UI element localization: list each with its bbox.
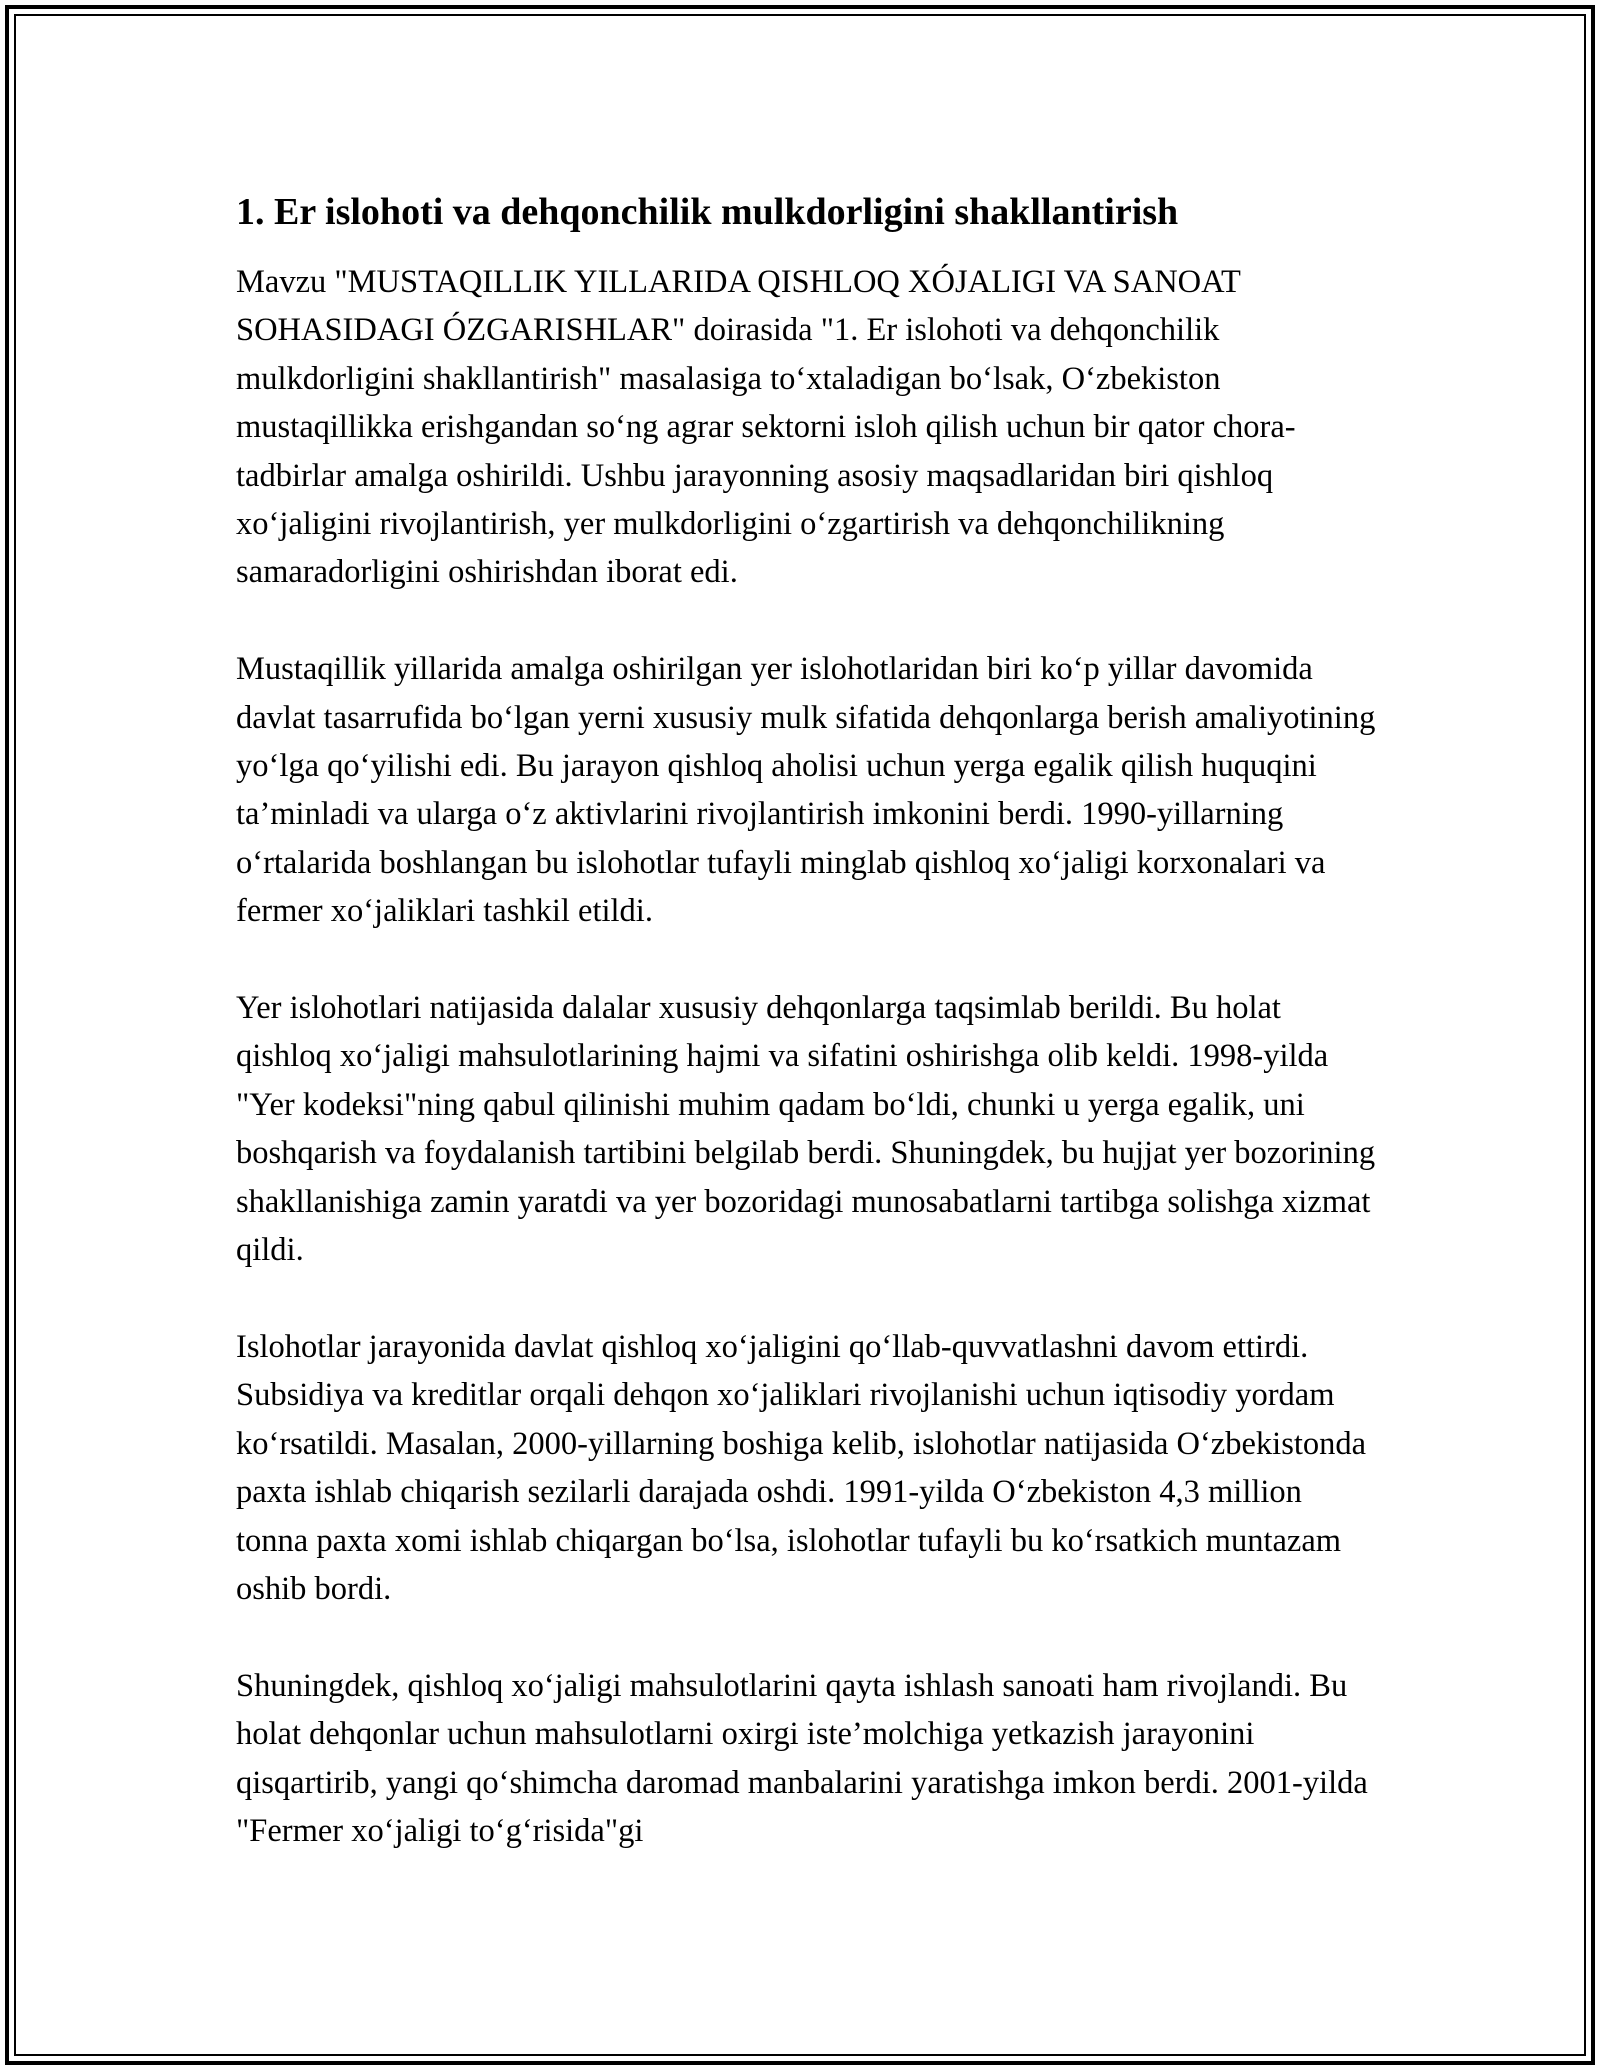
paragraph-3: Yer islohotlari natijasida dalalar xususiy dehqonlarga taqsimlab berildi. Bu holat qishloq xo‘jaligi mahsulotlarining hajmi va sifatini oshirishga olib keldi. 1998-yilda "Yer kodeksi"ning qabul qilinishi muhim qadam bo‘ldi, chunki u yerga egalik, uni boshqarish va foydalanish tartibini belgilab berdi. Shuningdek, bu hujjat yer bozorining shakllanishiga zamin yaratdi va yer bozoridagi munosabatlarni tartibga solishga xizmat qildi.: [236, 990, 1376, 1269]
section-heading: 1. Er islohoti va dehqonchilik mulkdorligini shakllantirish: [236, 191, 1179, 233]
document-body: [236, 188, 1381, 1904]
paragraph-5: Shuningdek, qishloq xo‘jaligi mahsulotlarini qayta ishlash sanoati ham rivojlandi. Bu holat dehqonlar uchun mahsulotlarni oxirgi iste’molchiga yetkazish jarayonini qisqartirib, yangi qo‘shimcha daromad manbalarini yaratishga imkon berdi. 2001-yilda "Fermer xo‘jaligi to‘g‘risida"gi: [236, 1667, 1368, 1849]
paragraph-2: Mustaqillik yillarida amalga oshirilgan yer islohotlaridan biri ko‘p yillar davomida davlat tasarrufida bo‘lgan yerni xususiy mulk sifatida dehqonlarga berish amaliyotining yo‘lga qo‘yilishi edi. Bu jarayon qishloq aholisi uchun yerga egalik qilish huquqini ta’minladi va ularga o‘z aktivlarini rivojlantirish imkonini berdi. 1990-yillarning o‘rtalarida boshlangan bu islohotlar tufayli minglab qishloq xo‘jaligi korxonalari va fermer xo‘jaliklari tashkil etildi.: [236, 651, 1376, 930]
paragraph-1: Mavzu "MUSTAQILLIK YILLARIDA QISHLOQ XÓJALIGI VA SANOAT SOHASIDAGI ÓZGARISHLAR" doirasida "1. Er islohoti va dehqonchilik mulkdorligini shakllantirish" masalasiga to‘xtaladigan bo‘lsak, O‘zbekiston mustaqillikka erishgandan so‘ng agrar sektorni isloh qilish uchun bir qator chora-tadbirlar amalga oshirildi. Ushbu jarayonning asosiy maqsadlaridan biri qishloq xo‘jaligini rivojlantirish, yer mulkdorligini o‘zgartirish va dehqonchilikning samaradorligini oshirishdan iborat edi.: [236, 264, 1296, 591]
paragraph-4: Islohotlar jarayonida davlat qishloq xo‘jaligini qo‘llab-quvvatlashni davom ettirdi. Subsidiya va kreditlar orqali dehqon xo‘jaliklari rivojlanishi uchun iqtisodiy yordam ko‘rsatildi. Masalan, 2000-yillarning boshiga kelib, islohotlar natijasida O‘zbekistonda paxta ishlab chiqarish sezilarli darajada oshdi. 1991-yilda O‘zbekiston 4,3 million tonna paxta xomi ishlab chiqargan bo‘lsa, islohotlar tufayli bu ko‘rsatkich muntazam oshib bordi.: [236, 1328, 1367, 1607]
